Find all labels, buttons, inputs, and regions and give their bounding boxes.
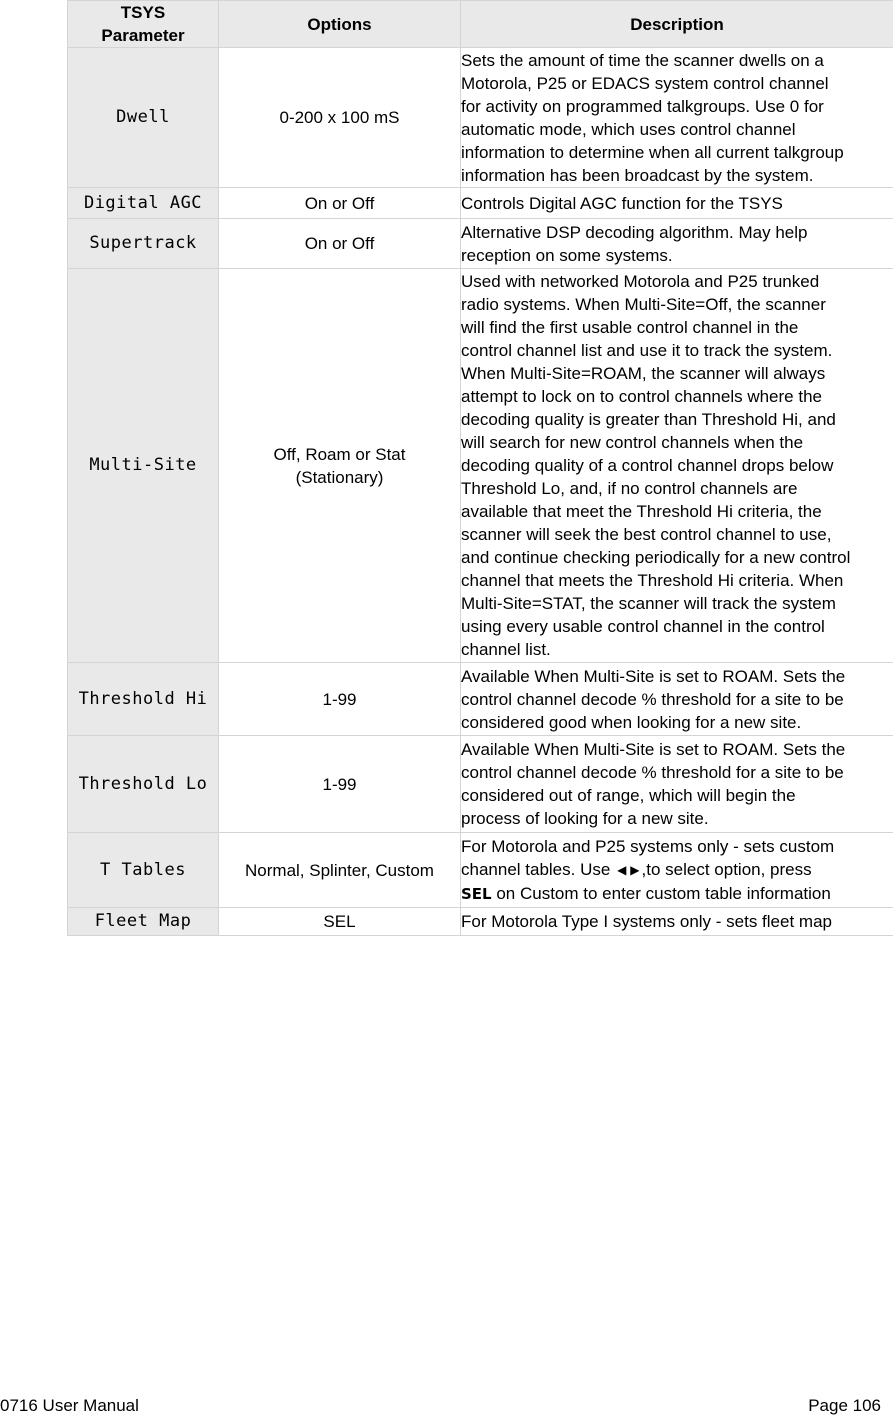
header-description: Description bbox=[461, 1, 893, 48]
options-line: Off, Roam or Stat bbox=[273, 444, 406, 464]
table-row bbox=[68, 833, 893, 908]
desc-line: Available When Multi-Site is set to ROAM. Sets the bbox=[461, 666, 846, 686]
footer-page-number: Page 106 bbox=[808, 1396, 881, 1415]
desc-line bbox=[461, 858, 893, 882]
description-cell bbox=[461, 219, 893, 269]
description-cell bbox=[461, 663, 893, 736]
param-digital-agc: Digital AGC bbox=[68, 188, 219, 219]
param-multi-site: Multi-Site bbox=[68, 269, 219, 663]
options-line: (Stationary) bbox=[295, 467, 384, 487]
desc-line: information to determine when all current talkgroup bbox=[461, 142, 844, 162]
desc-line: available that meet the Threshold Hi criteria, the bbox=[461, 502, 822, 521]
description-cell bbox=[461, 269, 893, 663]
table-row bbox=[68, 269, 893, 663]
param-threshold-hi: Threshold Hi bbox=[68, 663, 219, 736]
table-row bbox=[68, 663, 893, 736]
desc-text: channel tables. Use bbox=[461, 859, 611, 879]
desc-line: using every usable control channel in the control bbox=[461, 617, 825, 636]
table-row bbox=[68, 188, 893, 219]
desc-line: will find the first usable control channel in the bbox=[461, 318, 799, 337]
description-cell bbox=[461, 736, 893, 833]
desc-line: and continue checking periodically for a new control bbox=[461, 548, 851, 567]
param-fleet-map: Fleet Map bbox=[68, 908, 219, 936]
desc-line: decoding quality of a control channel drops below bbox=[461, 456, 834, 475]
desc-line: Alternative DSP decoding algorithm. May help bbox=[461, 222, 808, 242]
param-supertrack: Supertrack bbox=[68, 219, 219, 269]
desc-line: radio systems. When Multi-Site=Off, the scanner bbox=[461, 295, 826, 314]
description-cell bbox=[461, 908, 893, 936]
header-parameter-line1: TSYS bbox=[120, 3, 166, 22]
desc-line: for activity on programmed talkgroups. Use 0 for bbox=[461, 96, 824, 116]
desc-line: channel list. bbox=[461, 640, 551, 659]
description-cell bbox=[461, 48, 893, 188]
desc-line: control channel decode % threshold for a site to be bbox=[461, 689, 844, 709]
desc-text: ,to select option, press bbox=[641, 859, 812, 879]
desc-line: Multi-Site=STAT, the scanner will track the system bbox=[461, 594, 836, 613]
desc-line: control channel decode % threshold for a site to be bbox=[461, 763, 844, 782]
sel-key-label: SEL bbox=[461, 884, 492, 903]
param-threshold-lo: Threshold Lo bbox=[68, 736, 219, 833]
desc-line: reception on some systems. bbox=[461, 245, 673, 265]
desc-line: Available When Multi-Site is set to ROAM. Sets the bbox=[461, 740, 846, 759]
desc-line: channel that meets the Threshold Hi criteria. When bbox=[461, 571, 844, 590]
header-options: Options bbox=[219, 1, 461, 48]
desc-line: decoding quality is greater than Threshold Hi, and bbox=[461, 410, 836, 429]
desc-line: Sets the amount of time the scanner dwells on a bbox=[461, 50, 824, 70]
options-cell: 1-99 bbox=[219, 663, 461, 736]
options-cell: On or Off bbox=[219, 188, 461, 219]
description-cell bbox=[461, 833, 893, 908]
desc-line: considered out of range, which will begin the bbox=[461, 786, 796, 805]
header-parameter bbox=[68, 1, 219, 48]
desc-line: control channel list and use it to track the system. bbox=[461, 341, 833, 360]
footer-manual-title: 0716 User Manual bbox=[0, 1396, 139, 1415]
options-cell: 0-200 x 100 mS bbox=[219, 48, 461, 188]
desc-line: Controls Digital AGC function for the TSYS bbox=[461, 193, 783, 213]
description-cell bbox=[461, 188, 893, 219]
desc-line: When Multi-Site=ROAM, the scanner will always bbox=[461, 364, 826, 383]
options-cell: 1-99 bbox=[219, 736, 461, 833]
table-row bbox=[68, 219, 893, 269]
desc-line: considered good when looking for a new site. bbox=[461, 712, 802, 732]
options-cell: On or Off bbox=[219, 219, 461, 269]
left-arrow-icon: ◀ bbox=[617, 862, 627, 877]
desc-line: process of looking for a new site. bbox=[461, 809, 709, 828]
param-dwell: Dwell bbox=[68, 48, 219, 188]
desc-line: automatic mode, which uses control channel bbox=[461, 119, 796, 139]
header-parameter-line2: Parameter bbox=[101, 26, 185, 45]
desc-line: will search for new control channels when the bbox=[461, 433, 804, 452]
desc-line: scanner will seek the best control channel to use, bbox=[461, 525, 832, 544]
desc-line: attempt to lock on to control channels where the bbox=[461, 387, 822, 406]
table-header-row bbox=[68, 1, 893, 48]
options-cell: SEL bbox=[219, 908, 461, 936]
options-cell bbox=[219, 269, 461, 663]
table-row bbox=[68, 736, 893, 833]
desc-line: information has been broadcast by the system. bbox=[461, 165, 814, 185]
right-arrow-icon: ▶ bbox=[630, 862, 640, 877]
desc-text: on Custom to enter custom table information bbox=[491, 883, 831, 903]
desc-line bbox=[461, 882, 893, 906]
table-row bbox=[68, 48, 893, 188]
desc-line: For Motorola Type I systems only - sets fleet map bbox=[461, 912, 832, 931]
desc-line: Threshold Lo, and, if no control channels are bbox=[461, 479, 798, 498]
desc-line: For Motorola and P25 systems only - sets custom bbox=[461, 836, 835, 856]
desc-line: Motorola, P25 or EDACS system control channel bbox=[461, 73, 829, 93]
param-t-tables: T Tables bbox=[68, 833, 219, 908]
table-row bbox=[68, 908, 893, 936]
parameter-table bbox=[67, 0, 893, 936]
options-cell: Normal, Splinter, Custom bbox=[219, 833, 461, 908]
desc-line: Used with networked Motorola and P25 trunked bbox=[461, 272, 820, 291]
